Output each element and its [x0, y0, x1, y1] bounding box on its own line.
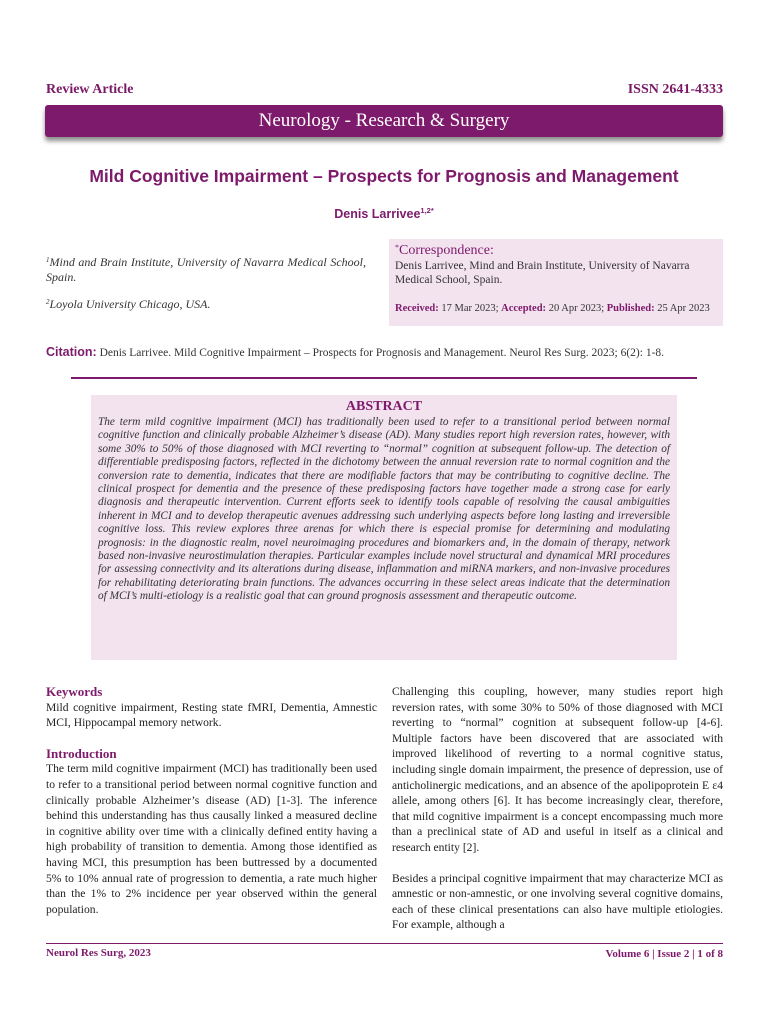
abstract-box — [91, 395, 677, 660]
footer-divider — [46, 943, 723, 944]
right-paragraph-1: Challenging this coupling, however, many studies report high reversion rates, with some 30% to 50% of those diagnosed with MCI reverting to “normal” cognition at subsequent follow-up [4-6]. Multiple factors have been discovered that are associated with improved likelihood of reverting to a normal cognitive status, including single domain impairment, the presence of depression, use of anticholinergic medications, and an absence of the apolipoprotein E ε4 allele, among others [6]. It has become increasingly clear, therefore, that mild cognitive impairment is a concept encompassing much more than a preclinical state of AD and useful in itself as a clinical and research entity [2]. — [392, 685, 723, 854]
published-label: Published: — [606, 303, 655, 314]
affiliation-1 — [46, 253, 366, 284]
abstract-heading: ABSTRACT — [345, 399, 423, 414]
received-date: 17 Mar 2023; — [441, 303, 499, 314]
keywords-text: Mild cognitive impairment, Resting state fMRI, Dementia, Amnestic MCI, Hippocampal memory network. — [46, 700, 377, 730]
correspondence-text: Denis Larrivee, Mind and Brain Institute, University of Navarra Medical School, Spain. — [395, 260, 690, 286]
introduction-text: The term mild cognitive impairment (MCI) has traditionally been used to refer to a transitional period between normal cognitive function and clinically probable Alzheimer’s disease (AD) [1-3]. The inference behind this understanding has thus causally linked a measured decline in cognitive ability over time with a clinically defined entity having a high probability of transition to dementia. Among those identified as having MCI, this presumption has been buttressed by a documented 5% to 10% annual rate of progression to dementia, a rate much higher than the 1% to 2% incidence per year observed within the general population. — [46, 762, 377, 916]
author-superscript: 1,2* — [420, 206, 434, 215]
received-label: Received: — [395, 303, 439, 314]
right-paragraph-2: Besides a principal cognitive impairment that may characterize MCI as amnestic or non-amnestic, or one involving several cognitive domains, each of these clinical presentations can also have multiple etiologies. For example, although a — [392, 871, 723, 932]
published-date: 25 Apr 2023 — [657, 303, 710, 314]
abstract-text: The term mild cognitive impairment (MCI) has traditionally been used to refer to a transitional period between normal cognitive function and clinically probable Alzheimer’s disease (AD). Many studies report high reversion rates, however, with some 30% to 50% of those diagnosed with MCI reverting to “normal” cognition at subsequent follow-up. The detection of differentiable predisposing factors, reflected in the dichotomy between the annual reversion rate to normal cognition and the conversion rate to dementia, indicates that there are modifiable factors that may be contributing to cognitive decline. The clinical prospect for dementia and the presence of these predisposing factors have together made a strong case for early diagnosis and therapeutic intervention. Current efforts seek to identify tools capable of resolving the causal ambiguities inherent in MCI and to develop therapeutic avenues addressing such underlying aspects before long lasting and irreversible cognitive loss. This review explores three arenas for which there is especial promise for determining and modulating prognosis: in the diagnostic realm, novel neuroimaging procedures and biomarkers and, in the domain of therapy, network based non-invasive neurostimulation therapies. Particular examples include novel structural and dynamical MRI procedures for assessing connectivity and its alterations during disease, inflammation and miRNA markers, and non-invasive procedures for rehabilitating deteriorating brain functions. The advances occurring in these select areas indicate that the determination of MCI’s multi-etiology is a realistic goal that can ground prognosis assessment and therapeutic outcome. — [98, 416, 670, 603]
affiliation-2 — [46, 295, 366, 312]
affiliation-1-text: Mind and Brain Institute, University of Navarra Medical School, Spain. — [46, 255, 366, 284]
affiliation-1-sup: 1 — [46, 256, 50, 264]
correspondence-box — [389, 239, 723, 326]
accepted-label: Accepted: — [501, 303, 547, 314]
section-divider — [71, 377, 697, 379]
keywords-heading: Keywords — [46, 684, 103, 699]
footer-journal: Neurol Res Surg, 2023 — [46, 947, 151, 959]
article-type-label: Review Article — [46, 82, 134, 97]
article-dates — [395, 303, 717, 314]
footer-page-info: Volume 6 | Issue 2 | 1 of 8 — [605, 948, 723, 960]
correspondence-heading — [395, 243, 717, 259]
affiliation-2-sup: 2 — [46, 298, 50, 306]
author-name: Denis Larrivee — [334, 207, 421, 221]
correspondence-star: * — [395, 243, 399, 252]
paper-title: Mild Cognitive Impairment – Prospects for Prognosis and Management — [89, 166, 679, 186]
journal-banner — [45, 105, 723, 137]
citation — [46, 345, 736, 359]
issn-label: ISSN 2641-4333 — [627, 82, 723, 97]
right-column — [392, 684, 723, 933]
accepted-date: 20 Apr 2023; — [548, 303, 605, 314]
citation-label: Citation: — [46, 345, 97, 359]
citation-text: Denis Larrivee. Mild Cognitive Impairment – Prospects for Prognosis and Management. Neurol Res Surg. 2023; 6(2): 1-8. — [99, 347, 665, 359]
author-line — [0, 206, 768, 221]
left-column — [46, 684, 377, 917]
introduction-heading: Introduction — [46, 745, 117, 761]
affiliation-2-text: Loyola University Chicago, USA. — [49, 297, 211, 311]
correspondence-heading-text: Correspondence: — [399, 243, 494, 258]
journal-name: Neurology - Research & Surgery — [258, 110, 510, 131]
